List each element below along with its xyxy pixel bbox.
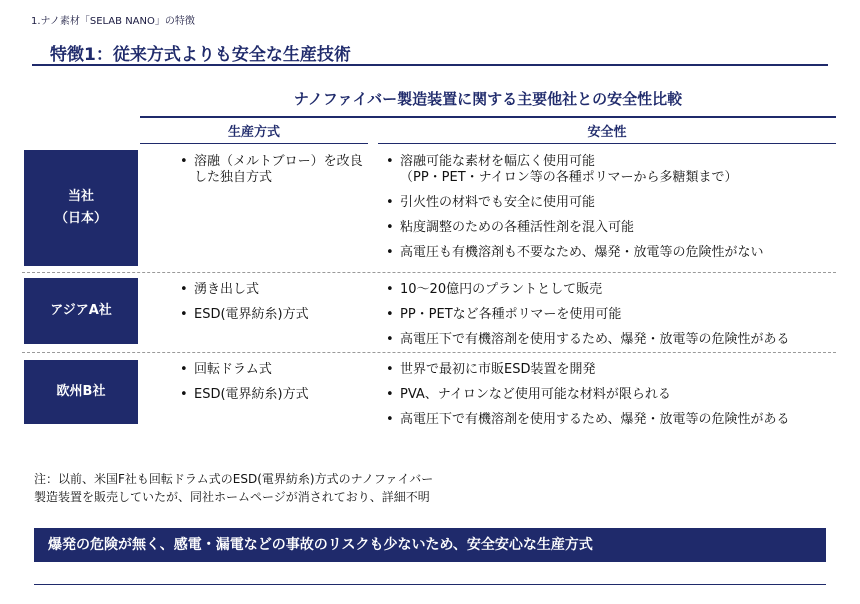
safety-cell-europe-b xyxy=(384,362,836,437)
list-item: • 溶融（メルトブロー）を改良した独自方式 xyxy=(178,154,370,186)
method-cell-own xyxy=(178,154,370,195)
header-rule xyxy=(140,116,836,118)
footnote xyxy=(34,470,433,506)
safety-cell-asia-a xyxy=(384,282,836,357)
list-item: • 高電圧下で有機溶剤を使用するため、爆発・放電等の危険性がある xyxy=(384,412,836,428)
method-cell-europe-b xyxy=(178,362,370,412)
company-name: 当社 xyxy=(67,189,94,204)
column-rule-method xyxy=(140,143,368,144)
row-separator xyxy=(22,272,836,273)
summary-banner: 爆発の危険が無く、感電・漏電などの事故のリスクも少ないため、安全安心な生産方式 xyxy=(34,528,826,562)
column-rule-safety xyxy=(378,143,836,144)
footnote-line: 製造装置を販売していたが、同社ホームページが消されており、詳細不明 xyxy=(34,490,430,504)
list-item: • 世界で最初に市販ESD装置を開発 xyxy=(384,362,836,378)
safety-cell-own xyxy=(384,154,836,270)
company-name: 欧州B社 xyxy=(56,384,106,399)
method-cell-asia-a xyxy=(178,282,370,332)
title-bar xyxy=(32,36,828,66)
company-label-europe-b xyxy=(24,360,138,424)
list-item: • ESD(電界紡糸)方式 xyxy=(178,387,370,403)
list-item: • 回転ドラム式 xyxy=(178,362,370,378)
list-item: • 粘度調整のための各種活性剤を混入可能 xyxy=(384,220,836,236)
row-separator xyxy=(22,352,836,353)
company-label-own xyxy=(24,150,138,266)
company-country: （日本） xyxy=(54,211,107,226)
company-label-asia-a xyxy=(24,278,138,344)
list-item: • 高電圧下で有機溶剤を使用するため、爆発・放電等の危険性がある xyxy=(384,332,836,348)
column-header-method: 生産方式 xyxy=(227,125,280,140)
list-item: • 引火性の材料でも安全に使用可能 xyxy=(384,195,836,211)
page-title: 特徴1：従来方式よりも安全な生産技術 xyxy=(50,45,351,65)
list-item: • PVA、ナイロンなど使用可能な材料が限られる xyxy=(384,387,836,403)
breadcrumb: 1.ナノ素材「SELAB NANO」の特徴 xyxy=(31,16,195,27)
list-item: • 10～20億円のプラントとして販売 xyxy=(384,282,836,298)
list-item: • 溶融可能な素材を幅広く使用可能 （PP・PET・ナイロン等の各種ポリマーから多糖類まで） xyxy=(384,154,836,186)
list-item: • ESD(電界紡糸)方式 xyxy=(178,307,370,323)
column-header-safety: 安全性 xyxy=(587,125,627,140)
bottom-rule xyxy=(34,584,826,585)
list-item: • PP・PETなど各種ポリマーを使用可能 xyxy=(384,307,836,323)
table-heading: ナノファイバー製造装置に関する主要他社との安全性比較 xyxy=(293,90,683,108)
company-name: アジアA社 xyxy=(50,303,112,318)
list-item: • 高電圧も有機溶剤も不要なため、爆発・放電等の危険性がない xyxy=(384,245,836,261)
footnote-line: 注：以前、米国F社も回転ドラム式のESD(電界紡糸)方式のナノファイバー xyxy=(34,472,434,486)
list-item: • 湧き出し式 xyxy=(178,282,370,298)
